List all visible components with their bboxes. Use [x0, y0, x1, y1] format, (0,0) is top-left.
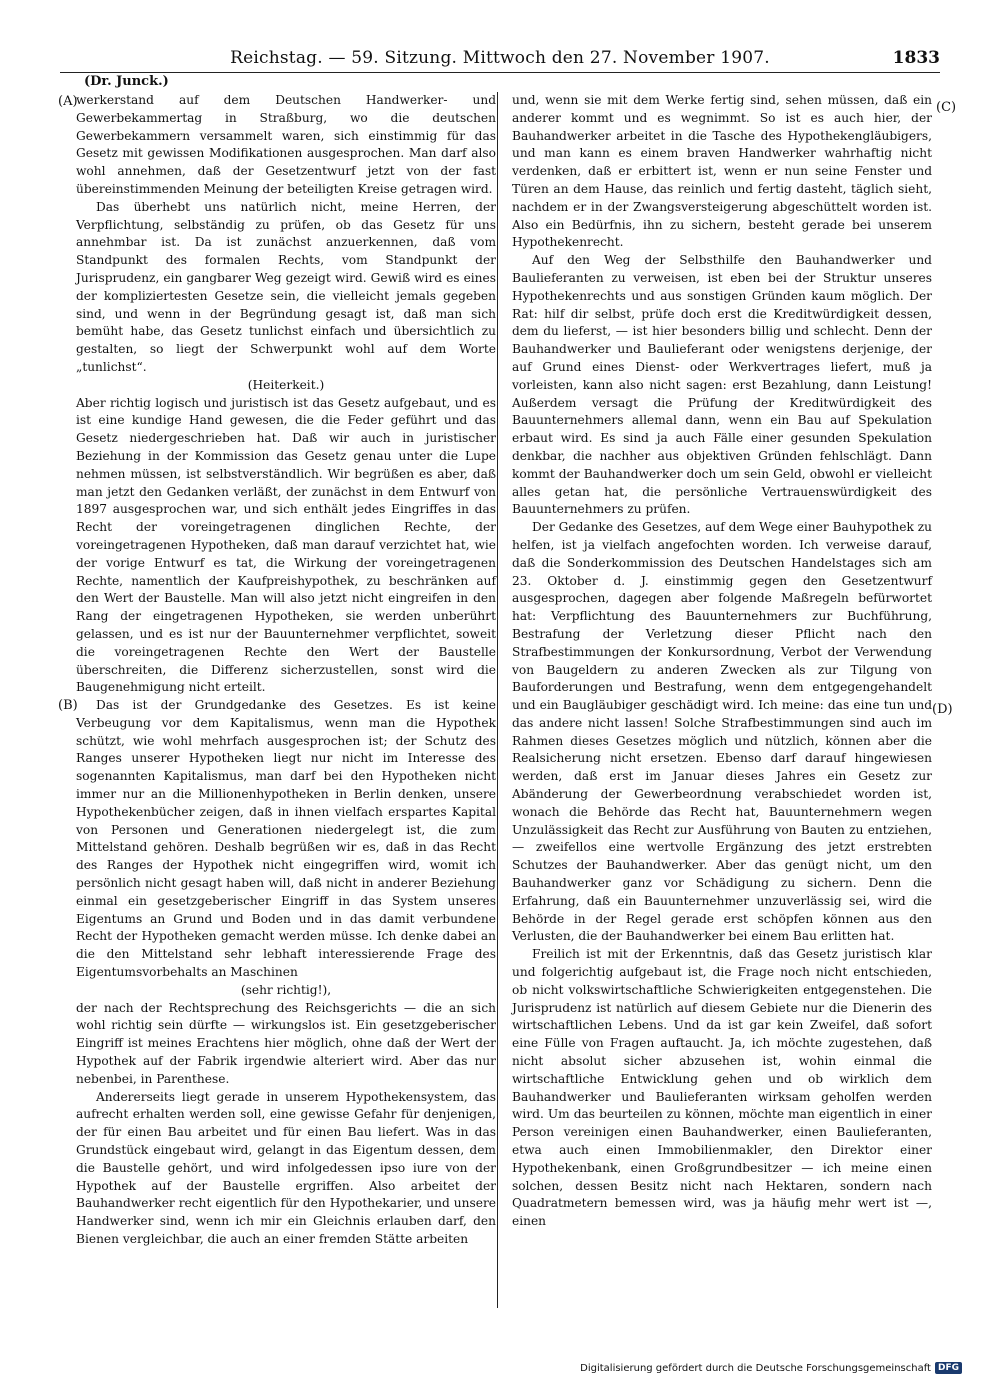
digitization-credit — [580, 1362, 962, 1374]
paragraph: Andererseits liegt gerade in unserem Hypothekensystem, das aufrecht erhalten werden soll, eine gewisse Gefahr für denjenigen, der für einen Bau arbeitet und für einen Bau liefert. Was in das Grundstück eingebaut wird, gelangt in das Eigentum dessen, dem die Baustelle gehört, und wird infolgedessen ipso iure von der Hypothek auf der Baustelle ergriffen. Also arbeitet der Bauhandwerker recht eigentlich für den Hypothekarier, und unsere Handwerker sind, wenn ich mir ein Gleichnis erlauben darf, den Bienen vergleichbar, die auch an einer fremden Stätte arbeiten — [76, 1089, 496, 1246]
paragraph: und, wenn sie mit dem Werke fertig sind, sehen müssen, daß ein anderer kommt und es wegnimmt. So ist es auch hier, der Bauhandwerker arbeitet in die Tasche des Hypothekengläubigers, und man kann es einem braven Handwerker wahrhaftig nicht verdenken, daß er erbittert ist, wenn er nun seine Fenster und Türen an dem Hause, das reinlich und fertig dasteht, täglich sieht, nachdem er in der Zwangsversteigerung abgeschüttelt worden ist. Also ein Bedürfnis, ihn zu sichern, besteht gerade bei unserem Hypothekenrecht. — [512, 93, 932, 250]
paragraph: Das überhebt uns natürlich nicht, meine Herren, der Verpflichtung, selbständig zu prüfen, ob das Gesetz für uns annehmbar ist. Da ist zunächst anzuerkennen, daß vom Standpunkt des formalen Rechts, vom Standpunkt der Jurisprudenz, ein gangbarer Weg gezeigt wird. Gewiß wird es eines der kompliziertesten Gesetze sein, die vielleicht jemals gegeben sind, und wenn in der Begründung gesagt ist, daß man sich bemüht habe, das Gesetz tunlichst einfach und übersichtlich zu gestalten, so liegt der Schwerpunkt wohl auf dem Worte „tunlichst“. — [76, 199, 496, 374]
paragraph: Freilich ist mit der Erkenntnis, daß das Gesetz juristisch klar und folgerichtig aufgebaut ist, die Frage noch nicht entschieden, ob nicht volkswirtschaftliche Schwierigkeiten entgegenstehen. Die Jurisprudenz ist natürlich auf diesem Gebiete nur die Dienerin des wirtschaftlichen Lebens. Und da ist gar kein Zweifel, daß sofort eine Fülle von Fragen auftaucht. Ja, ich möchte zugestehen, daß nicht absolut sicher abzusehen ist, wohin einmal die wirtschaftliche Entwicklung gehen und ob wirklich dem Bauhandwerker und Baulieferanten wirksam geholfen werden wird. Um das beurteilen zu können, möchte man eigentlich in einer Person vereinigen einen Bauhandwerker, einen Baulieferanten, etwa auch einen Immobilienmakler, den Direktor einer Hypothekenbank, einen Großgrundbesitzer — ich meine einen solchen, dessen Besitz nicht nach Hektaren, sondern nach Quadratmetern bemessen wird, was ja häufig mehr wert ist —, einen — [512, 947, 932, 1229]
right-column — [512, 92, 932, 1231]
margin-mark-c: (C) — [936, 100, 957, 115]
paragraph: Das ist der Grundgedanke des Gesetzes. Es ist keine Verbeugung vor dem Kapitalismus, wenn man die Hypothek schützt, wie wohl mehrfach ausgesprochen ist; der Schutz des Ranges unserer Hypotheken liegt nur nicht im Interesse des sogenannten Kapitalismus, man darf bei den Hypotheken nicht immer nur an die Millionenhypotheken in Berlin denken, unsere Hypothekenbücher zeigen, daß in ihnen vielfach erspartes Kapital von Personen und Generationen niedergelegt ist, die zum Mittelstand gehören. Deshalb begrüßen wir es, daß in das Recht des Ranges der Hypothek nicht eingegriffen wird, womit ich persönlich nicht gesagt haben will, daß nicht in anderer Beziehung einmal ein gesetzgeberischer Eingriff in das System unseres Eigentums an Grund und Boden und in das damit verbundene Recht der Hypotheken gemacht werden müsse. Ich denke dabei an die den Mittelstand sehr lebhaft interessierende Frage des Eigentumsvorbehalts an Maschinen — [76, 698, 496, 980]
page-header — [60, 48, 940, 73]
speaker-name: (Dr. Junck.) — [84, 74, 169, 89]
page-number: 1833 — [892, 48, 940, 68]
margin-mark-a: (A) — [58, 94, 78, 109]
margin-mark-b: (B) — [58, 698, 78, 713]
paragraph: Der Gedanke des Gesetzes, auf dem Wege einer Bauhypothek zu helfen, ist ja vielfach angefochten worden. Ich verweise darauf, daß die Sonderkommission des Deutschen Handelstages sich am 23. Oktober d. J. einstimmig gegen den Gesetzentwurf ausgesprochen, dagegen aber folgende Maßregeln befürwortet hat: Verpflichtung des Bauunternehmers zur Buchführung, Bestrafung der Verletzung dieser Pflicht nach den Strafbestimmungen der Konkursordnung, Verbot der Verwendung von Baugeldern zu anderen Zwecken als zur Tilgung von Bauforderungen und Bestrafung, wenn dem entgegengehandelt und ein Baugläubiger geschädigt wird. Ich meine: das eine tun und das andere nicht lassen! Solche Strafbestimmungen sind auch im Rahmen dieses Gesetzes möglich und nützlich, können aber die Realsicherung nicht ersetzen. Ebenso darf darauf hingewiesen werden, daß erst im Januar dieses Jahres ein Gesetz zur Abänderung der Gewerbeordnung verabschiedet worden ist, wonach die Behörde das Recht hat, Bauunternehmern wegen Unzulässigkeit das Recht zur Ausführung von Bauten zu entziehen, — zweifellos eine wertvolle Ergänzung des jetzt erstrebten Schutzes der Bauhandwerker. Aber das genügt nicht, um den Bauhandwerker ganz vor Schädigung zu sichern. Denn die Erfahrung, daß ein Bauunternehmer unzuverlässig sei, wird die Behörde in der Regel gerade erst schöpfen können aus den Verlusten, die der Bauhandwerker bei einem Bau erlitten hat. — [512, 520, 932, 944]
margin-mark-d: (D) — [932, 702, 953, 717]
column-divider — [497, 92, 498, 1308]
interjection: (sehr richtig!), — [240, 982, 332, 997]
paragraph: der nach der Rechtsprechung des Reichsgerichts — die an sich wohl richtig sein dürfte — wirkungslos ist. Ein gesetzgeberischer Eingriff ist meines Erachtens hier möglich, ohne daß der Wert der Hypothek auf der Fabrik irgendwie alteriert wird. Aber das nur nebenbei, in Parenthese. — [76, 1000, 496, 1086]
paragraph: Auf den Weg der Selbsthilfe den Bauhandwerker und Baulieferanten zu verweisen, ist eben bei der Struktur unseres Hypothekenrechts und aus sonstigen Gründen kaum möglich. Der Rat: hilf dir selbst, prüfe doch erst die Kreditwürdigkeit dessen, dem du lieferst, — ist hier besonders billig und schlecht. Denn der Bauhandwerker und Baulieferant oder wenigstens derjenige, der auf Grund eines Dienst- oder Werkvertrages liefert, muß ja vorleisten, kann also nicht sagen: erst Bezahlung, dann Leistung! Außerdem versagt die Prüfung der Kreditwürdigkeit des Bauunternehmers allemal dann, wenn ein Bau auf Spekulation erbaut wird. Es sind ja auch Fälle einer gesunden Spekulation denkbar, die nachher aus objektiven Gründen fehlschlägt. Dann kommt der Bauhandwerker doch um sein Geld, obwohl er vielleicht alles getan hat, die persönliche Vertrauenswürdigkeit des Bauunternehmers zu prüfen. — [512, 253, 932, 517]
paragraph: Aber richtig logisch und juristisch ist das Gesetz aufgebaut, und es ist eine kundige Hand gewesen, die die Feder geführt und das Gesetz niedergeschrieben hat. Daß wir auch in juristischer Beziehung in der Kommission das Gesetz genau unter die Lupe nehmen müssen, ist selbstverständlich. Wir begrüßen es aber, daß man jetzt den Gedanken verläßt, der zunächst in dem Entwurf von 1897 ausgesprochen war, und sich enthält jedes Eingriffes in das Recht der voreingetragenen dinglichen Rechte, der voreingetragenen Hypotheken, daß man darauf verzichtet hat, wie der vorige Entwurf es tat, die Wirkung der voreingetragenen Rechte, namentlich der Kaufpreishypothek, zu beschränken auf den Wert der Baustelle. Man will also jetzt nicht eingreifen in den Rang der eingetragenen Hypotheken, sie werden unberührt gelassen, und es ist nur der Bauunternehmer verpflichtet, soweit die voreingetragenen Rechte den Wert der Baustelle überschreiten, die Differenz sicherzustellen, sonst wird die Baugenehmigung nicht erteilt. — [76, 395, 496, 695]
running-head: Reichstag. — 59. Sitzung. Mittwoch den 27. November 1907. — [230, 48, 770, 68]
paragraph: werkerstand auf dem Deutschen Handwerker- und Gewerbekammertag in Straßburg, wo die deutschen Gewerbekammern versammelt waren, sich einstimmig für das Gesetz mit gewissen Modifikationen ausgesprochen. Man darf also wohl annehmen, daß der Gesetzentwurf jetzt von der fast übereinstimmenden Meinung der beteiligten Kreise getragen wird. — [76, 93, 496, 196]
credit-text: Digitalisierung gefördert durch die Deutsche Forschungsgemeinschaft — [580, 1362, 931, 1374]
interjection: (Heiterkeit.) — [247, 377, 325, 392]
left-column — [76, 92, 496, 1249]
dfg-logo: DFG — [935, 1362, 962, 1374]
